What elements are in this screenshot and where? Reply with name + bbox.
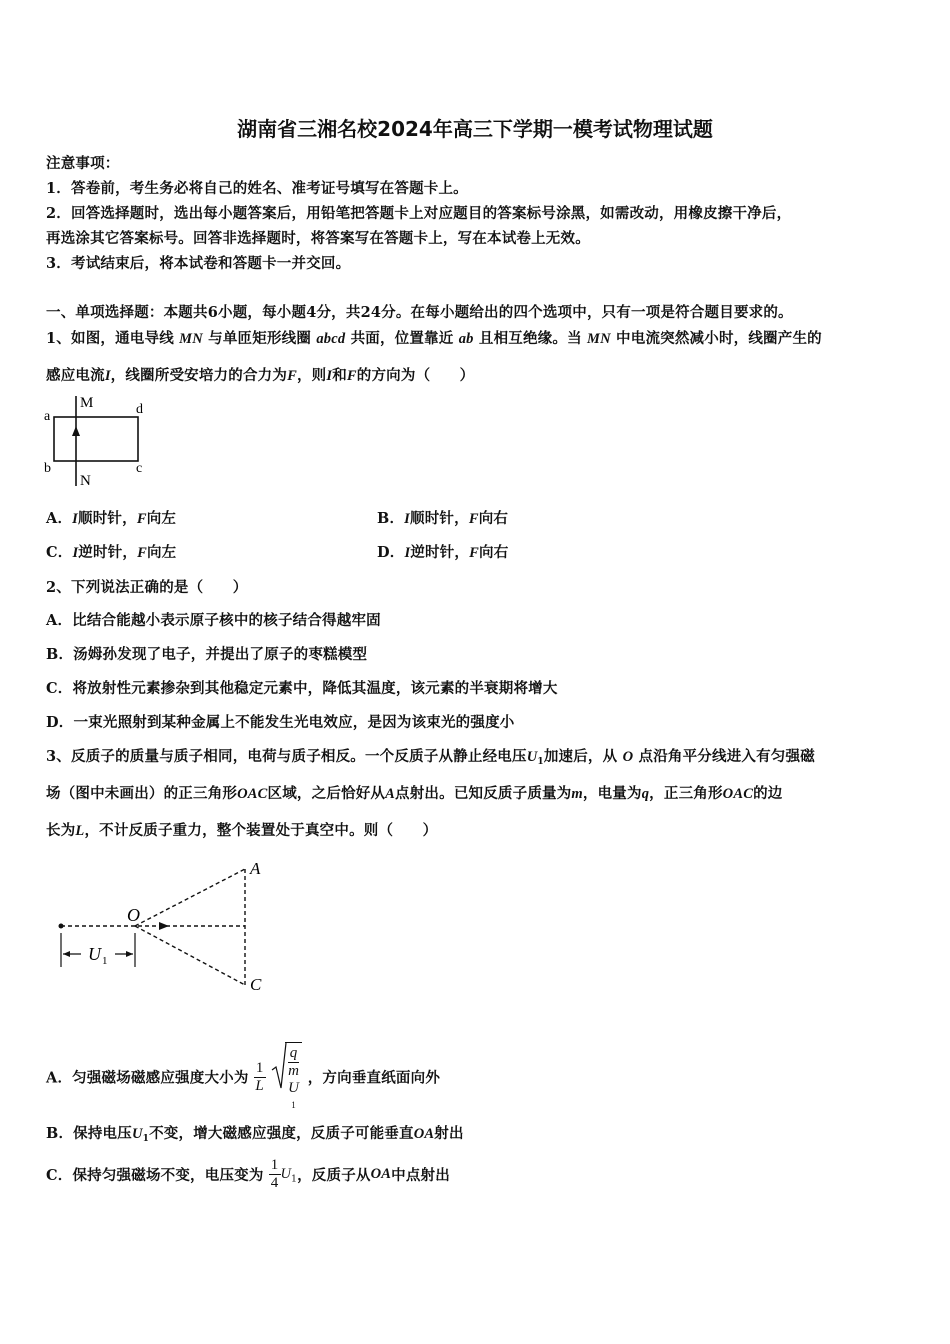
label-c: c [136,461,143,476]
arrow-right-icon [126,951,133,957]
page-title: 湖南省三湘名校2024年高三下学期一模考试物理试题 [237,117,713,141]
label-a: a [44,409,51,424]
velocity-arrow-icon [159,922,169,930]
label-d: d [136,402,143,417]
notice-item-2: 2．回答选择题时，选出每小题答案后，用铅笔把答题卡上对应题目的答案标号涂黑，如需改动，用橡皮擦干净后， [46,205,792,222]
notice-item-1: 1．答卷前，考生务必将自己的姓名、准考证号填写在答题卡上。 [46,180,468,197]
radical-sign-icon [271,1040,287,1092]
q3-stem-line2: 场（图中未画出）的正三角形OAC区域，之后恰好从A点射出。已知反质子质量为m，电量为q，正三角形OAC的边 [46,785,783,802]
notice-item-3: 3．考试结束后，将本试卷和答题卡一并交回。 [46,255,351,272]
label-u-sub: 1 [102,955,108,967]
arrow-left-icon [63,951,70,957]
fraction-1-over-4: $\frac{1}{4}$ [270,1157,279,1191]
q3-option-b[interactable]: B．保持电压$U_1$不变，增大磁感应强度，反质子可能垂直OA射出 [46,1125,464,1144]
side-oc [135,926,245,985]
current-arrow-icon [72,426,80,436]
label-a: A [250,859,261,878]
q3-stem-line1: 3、反质子的质量与质子相同，电荷与质子相反。一个反质子从静止经电压$U_1$加速后，从 O 点沿角平分线进入有匀强磁 [46,748,815,767]
q1-option-b[interactable]: B．I顺时针，F向右 [377,510,509,527]
q2-option-a[interactable]: A．比结合能越小表示原子核中的核子结合得越牢固 [46,612,381,629]
fraction-1-over-l: $\frac{1}{L}$ [255,1059,264,1094]
q2-stem: 2、下列说法正确的是（ ） [46,579,248,596]
side-oa [135,869,245,926]
q3-stem-line3: 长为L，不计反质子重力，整个装置处于真空中。则（ ） [46,822,438,839]
q1-option-a[interactable]: A．I顺时针，F向左 [46,510,177,527]
section-heading: 一、单项选择题：本题共6小题，每小题4分，共24分。在每小题给出的四个选项中，只有一项是符合题目要求的。 [46,304,793,321]
q2-option-c[interactable]: C．将放射性元素掺杂到其他稳定元素中，降低其温度，该元素的半衰期将增大 [46,680,558,697]
q1-option-c[interactable]: C．I逆时针，F向左 [46,544,177,561]
notice-item-2-cont: 再选涂其它答案标号。回答非选择题时，将答案写在答题卡上，写在本试卷上无效。 [46,230,590,247]
q3-option-c[interactable]: C．保持匀强磁场不变，电压变为 $\frac{1}{4}$ $U_1$，反质子从OA中点射出 [46,1157,450,1191]
label-b: b [44,461,51,476]
label-m: M [80,395,94,411]
label-n: N [80,473,91,489]
label-u: U [88,944,101,964]
q1-stem-line2: 感应电流I，线圈所受安培力的合力为F，则I和F的方向为（ ） [46,367,475,384]
q2-option-d[interactable]: D．一束光照射到某种金属上不能发生光电效应，是因为该束光的强度小 [46,714,515,731]
q1-coil-diagram [40,390,160,490]
q3-triangle-diagram [45,855,285,1000]
q1-option-d[interactable]: D．I逆时针，F向右 [377,544,509,561]
q1-stem-line1: 1、如图，通电导线 MN 与单匝矩形线圈 abcd 共面，位置靠近 ab 且相互绝缘。当 MN 中电流突然减小时，线圈产生的 [46,330,822,347]
q2-option-b[interactable]: B．汤姆孙发现了电子，并提出了原子的枣糕模型 [46,646,368,663]
sqrt-expression: q m U 1 [271,1040,303,1114]
source-point [59,924,64,929]
coil-rectangle [54,417,138,461]
notice-heading: 注意事项： [46,155,120,172]
label-c: C [250,975,262,994]
q3-option-a[interactable]: A．匀强磁场磁感应强度大小为 $\frac{1}{L}$ q m U 1 ，方向垂直纸面向外 [46,1040,440,1114]
label-o: O [127,905,140,925]
